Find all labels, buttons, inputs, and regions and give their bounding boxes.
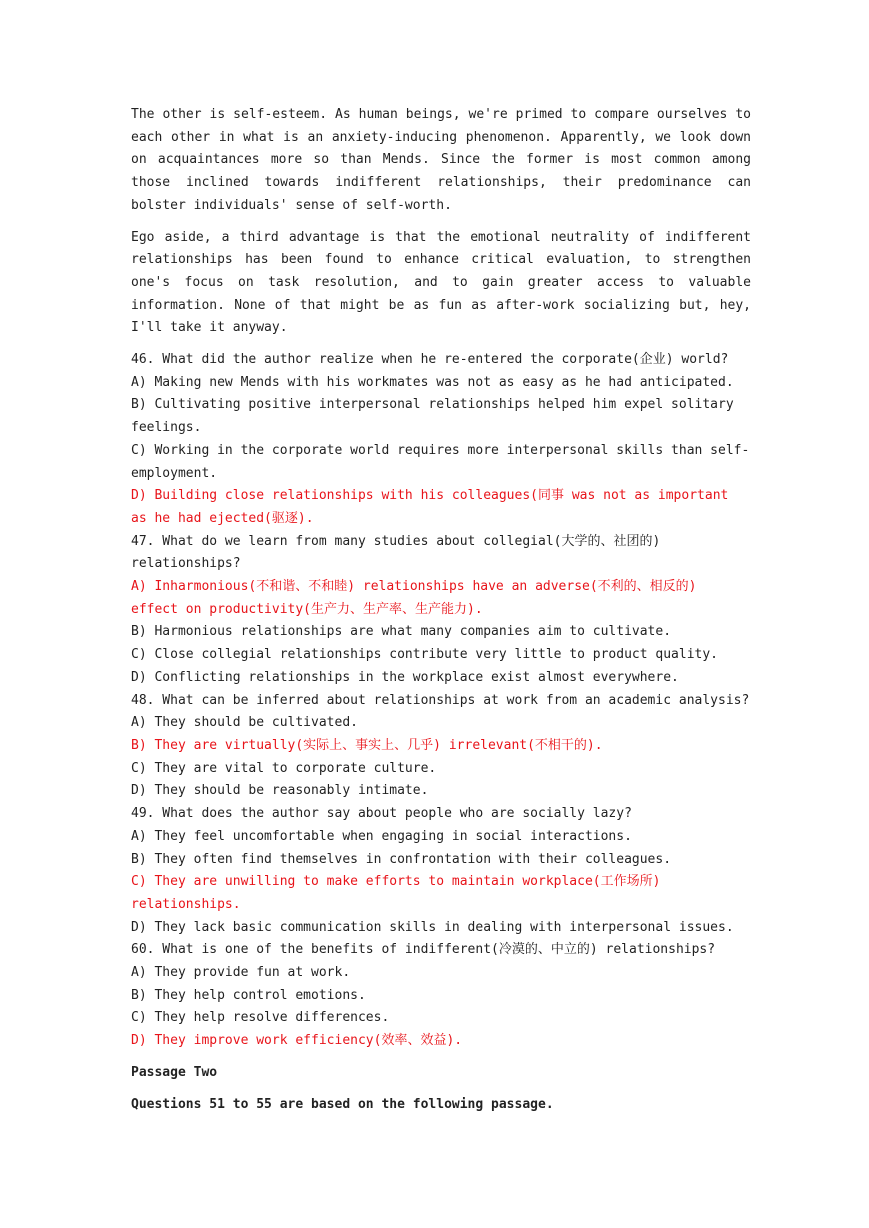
question-47-option-a-answer: A) Inharmonious(不和谐、不和睦) relationships have an adverse(不利的、相反的) effect on productivity(生产力、生产率、生产能力). [131, 579, 697, 617]
question-60-option-c: C) They help resolve differences. [131, 1010, 390, 1026]
question-47-option-b: B) Harmonious relationships are what many companies aim to cultivate. [131, 624, 672, 640]
question-48-option-b-answer: B) They are virtually(实际上、事实上、几乎) irrelevant(不相干的). [131, 737, 603, 753]
question-46-option-d-answer: D) Building close relationships with his colleagues(同事 was not as important as he had ejected(驱逐). [131, 488, 729, 526]
question-48-stem: 48. What can be inferred about relationships at work from an academic analysis? [131, 692, 750, 708]
section-intro: Questions 51 to 55 are based on the following passage. [131, 1096, 554, 1112]
paragraph-ego-aside: Ego aside, a third advantage is that the emotional neutrality of indifferent relationships has been found to enhance critical evaluation, to strengthen one's focus on task resolution, and to gain greater access to valuable information. None of that might be as fun as after-work socializing but, hey, I'll take it anyway. [131, 229, 751, 336]
question-47-option-d: D) Conflicting relationships in the workplace exist almost everywhere. [131, 669, 679, 685]
question-49-option-b: B) They often find themselves in confrontation with their colleagues. [131, 851, 672, 867]
paragraph-self-esteem: The other is self-esteem. As human beings, we're primed to compare ourselves to each other in what is an anxiety-inducing phenomenon. Apparently, we look down on acquaintances more so than Mends. Since the former is most common among those inclined towards indifferent relationships, their predominance can bolster individuals' sense of self-worth. [131, 107, 751, 213]
question-60-option-b: B) They help control emotions. [131, 987, 366, 1003]
question-46-option-b: B) Cultivating positive interpersonal relationships helped him expel solitary feelings. [131, 397, 734, 436]
question-60-option-d-answer: D) They improve work efficiency(效率、效益). [131, 1033, 463, 1049]
document-body [131, 104, 751, 1116]
question-46-stem: 46. What did the author realize when he re-entered the corporate(企业) world? [131, 352, 729, 368]
question-46-option-c: C) Working in the corporate world requires more interpersonal skills than self-employment. [131, 442, 750, 481]
question-47-stem: 47. What do we learn from many studies about collegial(大学的、社团的) relationships? [131, 533, 661, 572]
question-49-option-d: D) They lack basic communication skills in dealing with interpersonal issues. [131, 919, 734, 935]
question-49-option-c-answer: C) They are unwilling to make efforts to maintain workplace(工作场所) relationships. [131, 874, 661, 912]
section-title: Passage Two [131, 1064, 218, 1080]
question-47-option-c: C) Close collegial relationships contribute very little to product quality. [131, 647, 718, 663]
question-60-stem: 60. What is one of the benefits of indifferent(冷漠的、中立的) relationships? [131, 942, 716, 958]
question-48-option-a: A) They should be cultivated. [131, 715, 358, 731]
question-48-option-c: C) They are vital to corporate culture. [131, 760, 437, 776]
question-49-option-a: A) They feel uncomfortable when engaging in social interactions. [131, 828, 632, 844]
question-49-stem: 49. What does the author say about people who are socially lazy? [131, 806, 632, 822]
question-60-option-a: A) They provide fun at work. [131, 965, 351, 981]
question-46-option-a: A) Making new Mends with his workmates was not as easy as he had anticipated. [131, 374, 734, 390]
question-48-option-d: D) They should be reasonably intimate. [131, 783, 429, 799]
